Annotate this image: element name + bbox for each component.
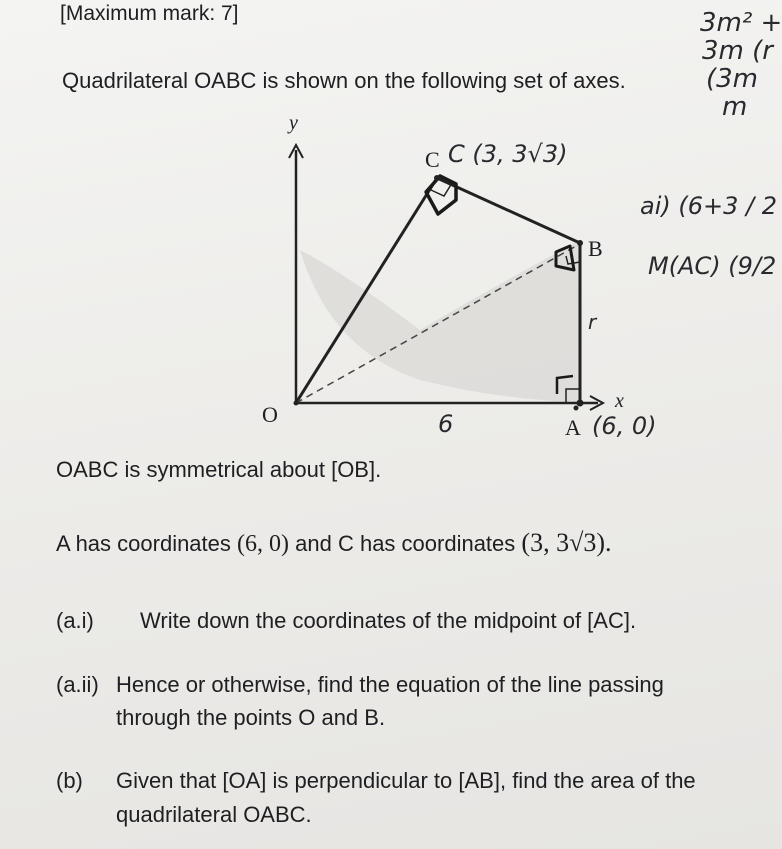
margin-note-2: 3m (r	[702, 36, 773, 66]
question-a-ii-text-1: Hence or otherwise, find the equation of the line passing	[116, 672, 664, 697]
question-a-ii-text-2: through the points O and B.	[116, 705, 386, 730]
coordinates-statement	[56, 528, 612, 558]
question-a-i-label: (a.i)	[56, 608, 94, 633]
axis-label-x: x	[615, 390, 624, 412]
question-a-ii-label: (a.ii)	[56, 672, 99, 697]
point-o-dot	[294, 401, 299, 406]
margin-note-3: (3m	[706, 64, 759, 94]
symmetry-statement: OABC is symmetrical about [OB].	[56, 457, 382, 482]
label-a: A	[565, 415, 581, 440]
intro-text: Quadrilateral OABC is shown on the following set of axes.	[62, 68, 626, 93]
margin-note-4: m	[722, 92, 748, 122]
label-origin: O	[262, 402, 278, 427]
point-b-dot	[577, 240, 583, 246]
question-b-label: (b)	[56, 768, 83, 793]
label-c: C	[425, 147, 440, 172]
coord-a: (6, 0)	[237, 531, 290, 557]
handwritten-oa-length: 6	[438, 410, 454, 438]
margin-note-1: 3m² +	[700, 8, 782, 38]
coord-c: (3, 3√3).	[521, 528, 612, 557]
tick-near-a	[574, 406, 579, 411]
point-a-dot	[577, 400, 584, 407]
question-b-text-1: Given that [OA] is perpendicular to [AB], find the area of the	[116, 768, 696, 793]
margin-note-6: M(AC) (9/2	[648, 252, 777, 280]
margin-note-5: ai) (6+3 / 2	[640, 192, 777, 220]
question-a-i-text: Write down the coordinates of the midpoint of [AC].	[140, 608, 637, 633]
point-c-dot	[434, 175, 440, 181]
edge-cb	[437, 178, 580, 243]
label-b: B	[588, 236, 603, 261]
axis-label-y: y	[289, 112, 298, 134]
handwritten-a-coords: (6, 0)	[592, 412, 657, 440]
handwritten-c-coords: C (3, 3√3)	[448, 140, 568, 168]
coords-mid: and C has coordinates	[295, 531, 516, 556]
question-b-text-2: quadrilateral OABC.	[116, 802, 312, 827]
coords-prefix: A has coordinates	[56, 531, 231, 556]
handwritten-ab-side: r	[588, 310, 597, 334]
max-mark: [Maximum mark: 7]	[60, 2, 239, 25]
